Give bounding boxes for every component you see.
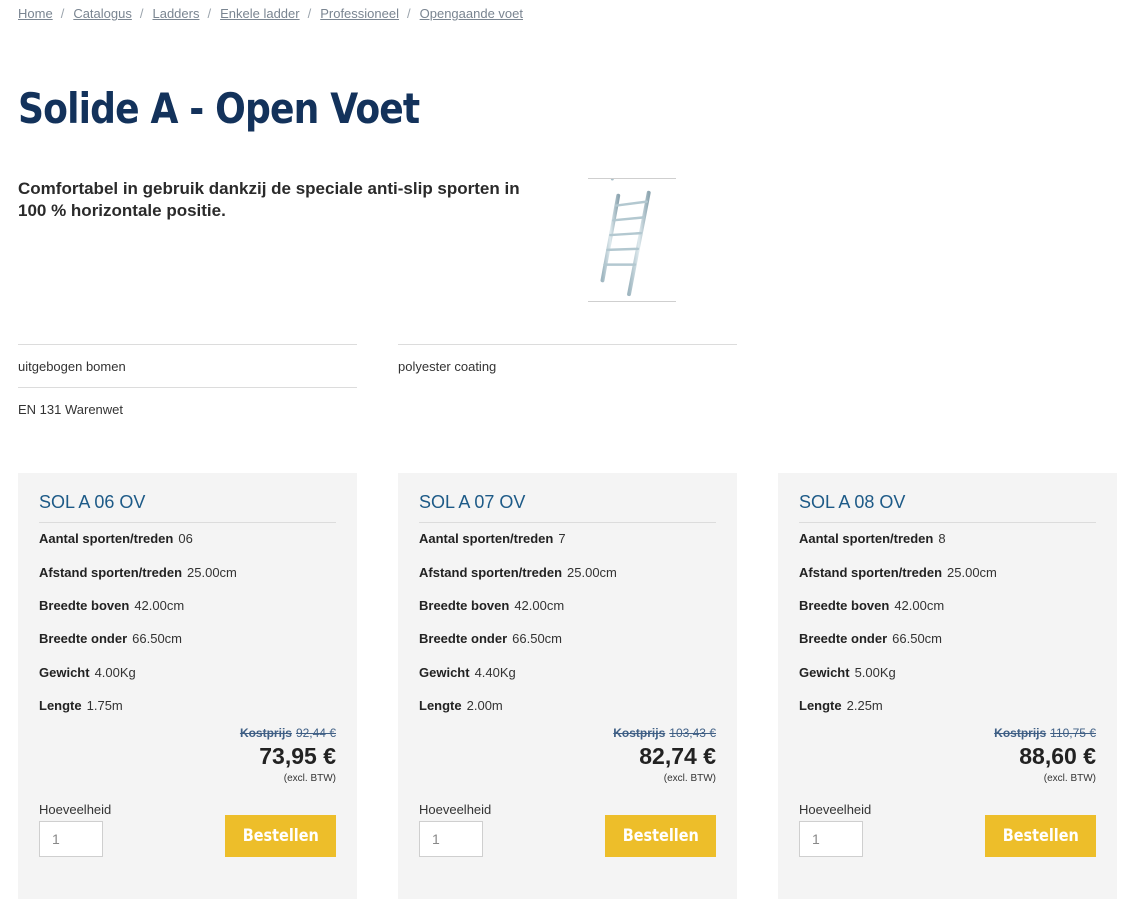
spec-row (39, 665, 136, 680)
spec-value: 25.00cm (187, 565, 237, 580)
old-price-value: 103,43 € (669, 726, 716, 740)
spec-label: Breedte onder (799, 631, 888, 646)
spec-row (799, 531, 946, 546)
quantity-label: Hoeveelheid (799, 802, 872, 817)
quantity-input[interactable] (799, 821, 863, 857)
spec-label: Gewicht (39, 665, 90, 680)
order-button[interactable] (225, 815, 336, 857)
quantity-label: Hoeveelheid (39, 802, 112, 817)
spec-row (419, 531, 566, 546)
order-button-label: Bestellen (622, 826, 699, 846)
spec-label: Breedte boven (39, 598, 130, 613)
breadcrumb-separator: / (207, 6, 212, 21)
breadcrumb-separator: / (60, 6, 65, 21)
spec-value: 42.00cm (514, 598, 565, 613)
spec-row (799, 565, 997, 580)
breadcrumb (18, 6, 523, 21)
spec-row (419, 631, 562, 646)
old-price-value: 110,75 € (1050, 726, 1096, 740)
spec-label: Aantal sporten/treden (39, 531, 174, 546)
product-card (18, 473, 357, 899)
product-code: SOL A 07 OV (419, 492, 716, 523)
spec-label: Lengte (419, 698, 462, 713)
spec-value: 66.50cm (892, 631, 943, 646)
spec-label: Afstand sporten/treden (799, 565, 943, 580)
breadcrumb-catalogus[interactable]: Catalogus (73, 6, 132, 21)
breadcrumb-professioneel[interactable]: Professioneel (320, 6, 399, 21)
spec-label: Lengte (39, 698, 82, 713)
spec-label: Breedte onder (419, 631, 508, 646)
spec-row (39, 565, 237, 580)
spec-row (39, 698, 123, 713)
spec-value: 42.00cm (134, 598, 185, 613)
spec-label: Aantal sporten/treden (799, 531, 934, 546)
old-price-value: 92,44 € (295, 726, 336, 740)
cost-price-label: Kostprijs (239, 726, 292, 740)
feature-item: EN 131 Warenwet (18, 387, 357, 430)
breadcrumb-enkele-ladder[interactable]: Enkele ladder (220, 6, 300, 21)
quantity-label: Hoeveelheid (419, 802, 492, 817)
spec-value: 7 (558, 531, 566, 546)
product-card (778, 473, 1117, 899)
cost-price-label: Kostprijs (994, 726, 1047, 740)
current-price: 82,74 € (639, 743, 716, 769)
spec-value: 5.00Kg (854, 665, 896, 680)
current-price: 88,60 € (1019, 743, 1096, 769)
feature-item: uitgebogen bomen (18, 344, 357, 387)
quantity-input[interactable] (39, 821, 103, 857)
spec-row (39, 598, 184, 613)
spec-value: 66.50cm (132, 631, 183, 646)
breadcrumb-separator: / (139, 6, 144, 21)
breadcrumb-home[interactable]: Home (18, 6, 53, 21)
spec-label: Gewicht (419, 665, 470, 680)
order-button-label: Bestellen (242, 826, 319, 846)
product-code: SOL A 08 OV (799, 492, 1096, 523)
feature-item: polyester coating (398, 344, 737, 387)
spec-label: Breedte boven (419, 598, 510, 613)
spec-value: 25.00cm (567, 565, 617, 580)
old-price (613, 726, 716, 740)
spec-label: Gewicht (799, 665, 850, 680)
vat-note: (excl. BTW) (283, 773, 336, 784)
page-title: Solide A - Open Voet (18, 84, 420, 133)
spec-value: 4.00Kg (94, 665, 136, 680)
spec-value: 2.00m (466, 698, 503, 713)
spec-row (799, 665, 896, 680)
spec-label: Lengte (799, 698, 842, 713)
spec-label: Breedte onder (39, 631, 128, 646)
spec-value: 8 (938, 531, 946, 546)
order-button[interactable] (605, 815, 716, 857)
spec-value: 42.00cm (894, 598, 945, 613)
breadcrumb-separator: / (307, 6, 312, 21)
spec-row (419, 598, 564, 613)
spec-value: 06 (178, 531, 193, 546)
product-image[interactable] (588, 178, 676, 302)
spec-label: Breedte boven (799, 598, 890, 613)
product-card (398, 473, 737, 899)
spec-row (419, 698, 503, 713)
breadcrumb-separator: / (407, 6, 411, 21)
product-code: SOL A 06 OV (39, 492, 336, 523)
spec-row (419, 565, 617, 580)
ladder-image (588, 179, 676, 301)
cost-price-label: Kostprijs (613, 726, 666, 740)
breadcrumb-opengaande-voet[interactable]: Opengaande voet (419, 6, 523, 21)
spec-row (799, 631, 942, 646)
spec-value: 25.00cm (947, 565, 997, 580)
spec-label: Afstand sporten/treden (419, 565, 563, 580)
spec-label: Aantal sporten/treden (419, 531, 554, 546)
old-price (240, 726, 336, 740)
old-price (994, 726, 1096, 740)
spec-row (419, 665, 516, 680)
quantity-input[interactable] (419, 821, 483, 857)
spec-label: Afstand sporten/treden (39, 565, 183, 580)
order-button[interactable] (985, 815, 1096, 857)
spec-row (39, 531, 193, 546)
product-intro: Comfortabel in gebruik dankzij de speciale anti-slip sporten in 100 % horizontale positie. (18, 179, 520, 220)
spec-value: 66.50cm (512, 631, 563, 646)
current-price: 73,95 € (259, 743, 336, 769)
spec-row (39, 631, 182, 646)
spec-value: 4.40Kg (474, 665, 516, 680)
vat-note: (excl. BTW) (1043, 773, 1096, 784)
spec-value: 2.25m (846, 698, 883, 713)
spec-row (799, 698, 883, 713)
spec-value: 1.75m (86, 698, 123, 713)
vat-note: (excl. BTW) (663, 773, 716, 784)
breadcrumb-ladders[interactable]: Ladders (152, 6, 200, 21)
spec-row (799, 598, 944, 613)
order-button-label: Bestellen (1002, 826, 1079, 846)
